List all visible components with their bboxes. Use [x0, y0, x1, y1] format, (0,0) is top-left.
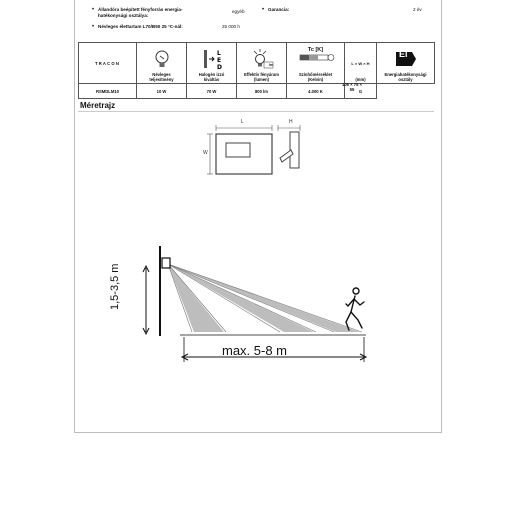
walking-person-icon — [346, 288, 364, 330]
dimensions-cell — [345, 43, 377, 84]
distance-label: max. 5-8 m — [222, 343, 288, 358]
col-label: Effektív fényáram — [244, 72, 279, 77]
power-value: 10 W — [137, 84, 187, 99]
svg-text:L: L — [216, 50, 221, 57]
halogen-led-icon — [188, 48, 235, 70]
spec-label-line2: hatékonysági osztálya: — [98, 13, 149, 18]
col-label: osztály — [398, 77, 413, 82]
bulb-icon — [138, 48, 185, 70]
lumen-bulb-icon — [238, 48, 285, 70]
model-number: RSMDLM10 — [79, 84, 137, 99]
lumen-value: 800 lm — [237, 84, 287, 99]
col-label: (Kelvin) — [307, 77, 324, 82]
col-label: Színhőmérséklet — [298, 72, 333, 77]
dim-label-H: H — [289, 119, 293, 125]
bullet: • — [92, 7, 95, 13]
spec-label-lifetime: Névleges élettartam L70/B50 25 °C-nál: — [98, 24, 183, 29]
brand-logo: TRACON — [79, 43, 137, 84]
dimensions-value-box — [336, 82, 368, 92]
section-divider — [78, 111, 434, 112]
dimensions-value-line1: 105 × 75 × — [341, 82, 363, 87]
spec-table — [78, 42, 435, 99]
color-temp-icon-text: Tc [K] — [307, 47, 324, 53]
svg-text:D: D — [216, 64, 222, 71]
energy-label-cell — [377, 43, 435, 84]
bullet: • — [92, 24, 95, 30]
dimensions-icon-text: L × W × H — [351, 61, 370, 66]
halogen-value: 70 W — [187, 84, 237, 99]
color-temp-cell — [287, 43, 345, 84]
color-temperature-icon — [288, 48, 343, 70]
section-title: Méretrajz — [80, 101, 116, 110]
lamp-icon — [162, 258, 170, 268]
lumen-cell — [237, 43, 287, 84]
guarantee-label: Garancia: — [268, 7, 290, 12]
col-label: (lumen) — [253, 77, 270, 82]
col-label: Névleges — [152, 72, 171, 77]
spec-value: egyéb — [232, 9, 245, 14]
color-temp-value: 4.000 K — [287, 84, 345, 99]
col-label: Energiahatékonysági — [384, 72, 427, 77]
power-cell — [137, 43, 187, 84]
dimensions-value-line2: 55 — [349, 87, 355, 92]
spec-value-lifetime: 25 000 h — [222, 24, 240, 29]
dim-label-L: L — [241, 119, 244, 125]
dim-label-W: W — [203, 150, 208, 156]
col-label: teljesítmény — [149, 77, 174, 82]
bullet: • — [262, 7, 265, 13]
col-label: (mm) — [355, 77, 366, 82]
halogen-cell — [187, 43, 237, 84]
lumen-icon-text: lm — [269, 63, 274, 67]
energy-label-icon — [378, 48, 433, 70]
spec-label-line1: Állandóra beépített fényforrás energia- — [98, 7, 183, 12]
dimension-drawing — [196, 118, 316, 188]
dimensions-icon — [346, 53, 375, 75]
energy-class-value: G — [345, 84, 377, 99]
energy-icon-text: Ei — [399, 49, 408, 59]
svg-text:E: E — [216, 57, 221, 64]
height-label: 1,5-3,5 m — [109, 263, 121, 310]
col-label: Halogén izzó — [198, 72, 225, 77]
guarantee-value: 2 év — [413, 7, 422, 12]
col-label: kiváltás — [203, 77, 220, 82]
